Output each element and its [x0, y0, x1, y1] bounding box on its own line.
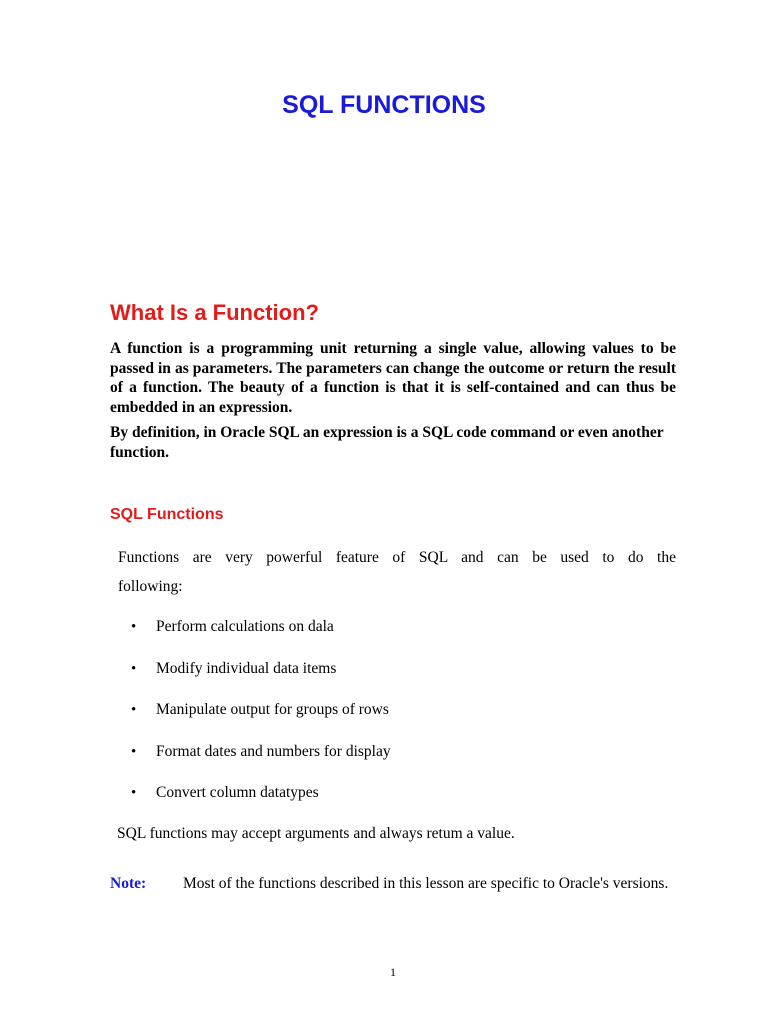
list-item-text: Convert column datatypes — [156, 784, 319, 801]
closing-sentence: SQL functions may accept arguments and always retum a value. — [117, 825, 515, 842]
expression-paragraph: By definition, in Oracle SQL an expression is a SQL code command or even another function. — [110, 424, 664, 461]
bullet-icon: • — [131, 660, 137, 677]
intro-line-2: following: — [118, 578, 183, 595]
bullet-icon: • — [131, 619, 137, 635]
list-item-text: Modify individual data items — [156, 659, 337, 677]
bullet-icon: • — [131, 743, 137, 760]
list-item-text: Perform calculations on dala — [156, 618, 334, 635]
list-item-text: Manipulate output for groups of rows — [156, 701, 389, 718]
note-label: Note: — [110, 875, 147, 892]
definition-paragraph: A function is a programming unit returning a single value, allowing values to be passed in as parameters. The parameters can change the outcome or return the result of a function. The beauty of a function is that it is self-contained and can thus be embedded in an expression. — [110, 340, 676, 416]
bullet-icon: • — [131, 785, 137, 801]
section-heading: What Is a Function? — [110, 300, 319, 325]
page-number: 1 — [390, 965, 396, 979]
note-text: Most of the functions described in this lesson are specific to Oracle's versions. — [183, 875, 669, 892]
sub-heading: SQL Functions — [110, 506, 224, 523]
page-title: SQL FUNCTIONS — [282, 91, 486, 119]
intro-line-1: Functions are very powerful feature of SQL and can be used to do the — [118, 549, 676, 566]
bullet-icon: • — [131, 702, 137, 718]
list-item-text: Format dates and numbers for display — [156, 742, 391, 760]
intro-paragraph — [118, 543, 676, 601]
